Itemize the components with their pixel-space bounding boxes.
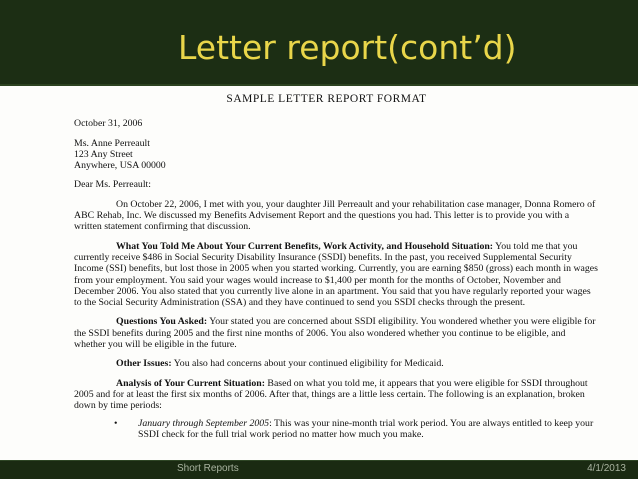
address-line: 123 Any Street bbox=[74, 148, 133, 160]
section-text: You told me that you currently receive $486 in Social Security Disability Insurance (SSDI) benefits. In the past, you received Supplemental Security Income (SSI) benefits, but lost those in 2005 when you started working. Currently, you are earning $850 (gross) each month in wages from your employment. You said your wages would increase to $1,400 per month for the months of October, November and December 2006. You also stated that you currently live alone in an apartment. You said that you have regularly reported your wages to the Social Security Administration (SSA) and they have continued to send you SSDI checks through the present. bbox=[74, 240, 598, 309]
slide-footer bbox=[0, 460, 638, 479]
bullet-description: : This was your nine-month trial work period. You are always entitled to keep your SSDI check for the full trial work period no matter how much you make. bbox=[138, 417, 594, 440]
slide-header bbox=[0, 0, 638, 86]
bullet-item bbox=[74, 418, 599, 441]
bullet-text bbox=[138, 418, 599, 441]
salutation: Dear Ms. Perreault: bbox=[74, 179, 151, 191]
bullet-period: January through September 2005 bbox=[138, 417, 270, 429]
section-text: You also had concerns about your continued eligibility for Medicaid. bbox=[171, 358, 444, 370]
section-text: Based on what you told me, it appears that you were eligible for SSDI throughout 2005 and for at least the first six months of 2006. After that, things are a little less certain. The following is an explanation, broken down by time periods: bbox=[74, 377, 588, 412]
section-heading: Questions You Asked: bbox=[116, 316, 208, 328]
questions-section bbox=[74, 316, 599, 350]
section-text: Your stated you are concerned about SSDI eligibility. You wondered whether you were eligible for the SSDI benefits during 2005 and the first nine months of 2006. You also wondered whether you continue to be eligible, and whether you will be eligible in the future. bbox=[74, 316, 596, 351]
other-issues-section bbox=[74, 358, 599, 369]
footer-label: Short Reports bbox=[177, 463, 239, 474]
footer-date: 4/1/2013 bbox=[587, 463, 626, 474]
intro-paragraph: On October 22, 2006, I met with you, your daughter Jill Perreault and your rehabilitation case manager, Donna Romero of ABC Rehab, Inc. We discussed my Benefits Advisement Report and the questions you had. This letter is to provide you with a written statement confirming that discussion. bbox=[74, 198, 596, 233]
section-heading: Other Issues: bbox=[116, 358, 172, 370]
document-heading: SAMPLE LETTER REPORT FORMAT bbox=[226, 93, 427, 105]
benefits-section bbox=[74, 241, 599, 309]
section-heading: Analysis of Your Current Situation: bbox=[116, 377, 265, 389]
footer-divider bbox=[0, 460, 638, 461]
address-line: Anywhere, USA 00000 bbox=[74, 160, 166, 172]
letter-date: October 31, 2006 bbox=[74, 118, 143, 130]
letter-body bbox=[74, 94, 599, 440]
letter-document-image bbox=[0, 86, 638, 460]
analysis-section bbox=[74, 378, 599, 412]
bullet-icon: • bbox=[114, 417, 118, 429]
address-line: Ms. Anne Perreault bbox=[74, 137, 150, 149]
slide-title: Letter report(cont’d) bbox=[178, 28, 517, 67]
section-heading: What You Told Me About Your Current Benefits, Work Activity, and Household Situation: bbox=[116, 240, 494, 252]
